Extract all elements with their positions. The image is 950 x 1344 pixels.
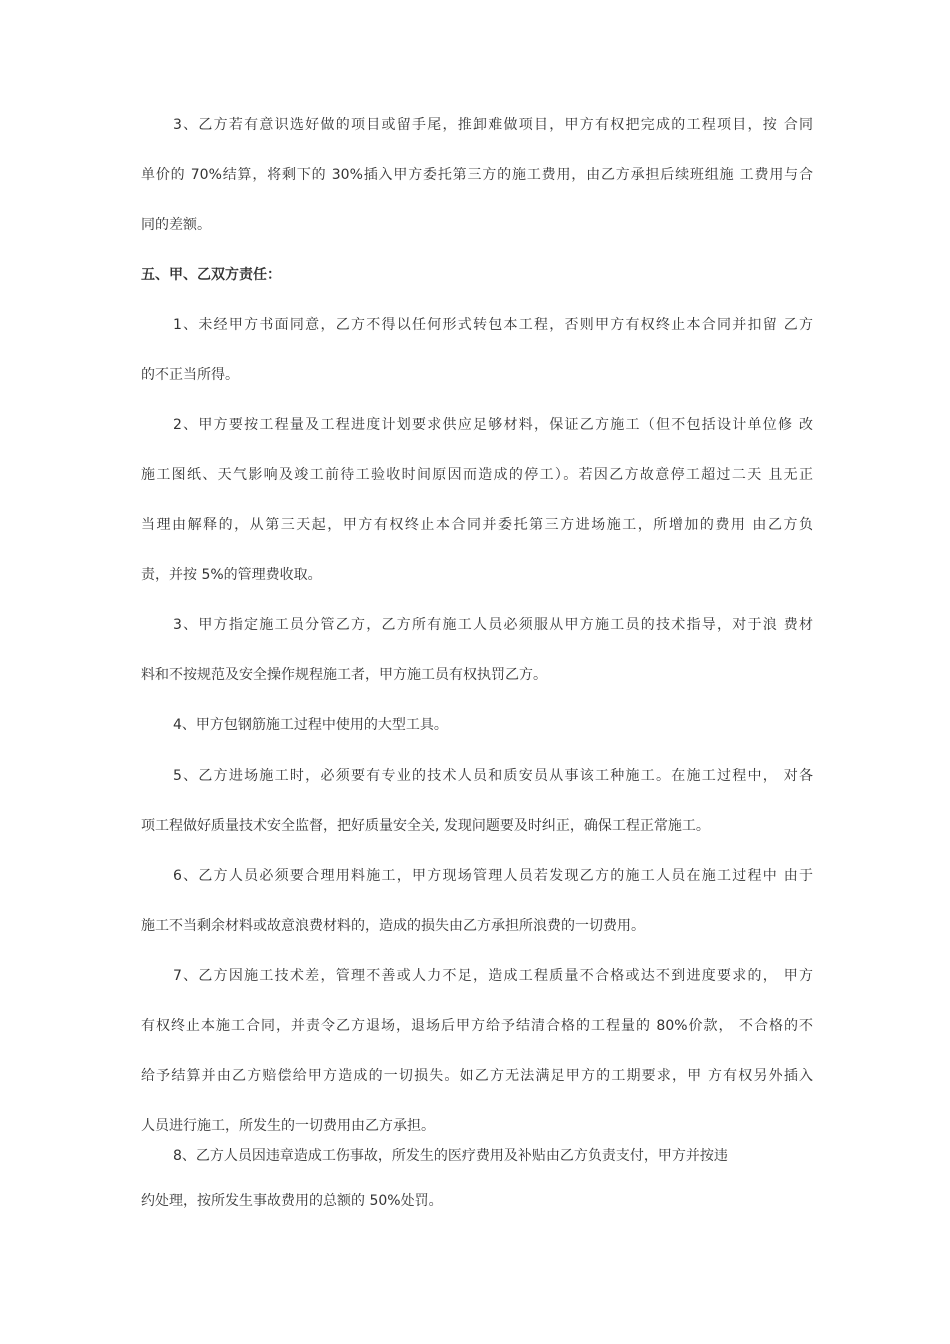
item-1-line-2: 的不正当所得。 <box>141 367 239 383</box>
item-4-line-1: 4、甲方包钢筋施工过程中使用的大型工具。 <box>173 717 448 733</box>
item-2-line-1: 2、甲方要按工程量及工程进度计划要求供应足够材料，保证乙方施工（但不包括设计单位修 改 <box>173 417 813 433</box>
item-6-line-2: 施工不当剩余材料或故意浪费材料的，造成的损失由乙方承担所浪费的一切费用。 <box>141 918 645 934</box>
item-2-line-2: 施工图纸、天气影响及竣工前待工验收时间原因而造成的停工）。若因乙方故意停工超过二天 且无正 <box>141 467 813 483</box>
item-2-line-3: 当理由解释的，从第三天起，甲方有权终止本合同并委托第三方进场施工，所增加的费用 由乙方负 <box>141 517 813 533</box>
item-3-line-1: 3、甲方指定施工员分管乙方，乙方所有施工人员必须服从甲方施工员的技术指导，对于浪 费材 <box>173 617 813 633</box>
item-7-line-4: 人员进行施工，所发生的一切费用由乙方承担。 <box>141 1118 435 1134</box>
clause-3-line-1: 3、乙方若有意识选好做的项目或留手尾，推卸难做项目，甲方有权把完成的工程项目，按 合同 <box>173 117 813 133</box>
item-8-line-2: 约处理，按所发生事故费用的总额的 50%处罚。 <box>141 1193 443 1209</box>
section-five-heading: 五、甲、乙双方责任： <box>141 267 281 283</box>
item-7-line-2: 有权终止本施工合同，并责令乙方退场，退场后甲方给予结清合格的工程量的 80%价款， 不合格的不 <box>141 1018 813 1034</box>
item-1-line-1: 1、未经甲方书面同意，乙方不得以任何形式转包本工程，否则甲方有权终止本合同并扣留 乙方 <box>173 317 813 333</box>
clause-3-line-3: 同的差额。 <box>141 217 211 233</box>
item-7-line-1: 7、乙方因施工技术差，管理不善或人力不足，造成工程质量不合格或达不到进度要求的， 甲方 <box>173 968 813 984</box>
item-2-line-4: 责，并按 5%的管理费收取。 <box>141 567 322 583</box>
item-3-line-2: 料和不按规范及安全操作规程施工者，甲方施工员有权执罚乙方。 <box>141 667 547 683</box>
item-5-line-1: 5、乙方进场施工时，必须要有专业的技术人员和质安员从事该工种施工。在施工过程中， 对各 <box>173 768 813 784</box>
item-5-line-2: 项工程做好质量技术安全监督，把好质量安全关, 发现问题要及时纠正，确保工程正常施工。 <box>141 818 710 834</box>
clause-3-line-2: 单价的 70%结算，将剩下的 30%插入甲方委托第三方的施工费用，由乙方承担后续班组施 工费用与合 <box>141 167 813 183</box>
item-8-line-1: 8、乙方人员因违章造成工伤事故，所发生的医疗费用及补贴由乙方负责支付，甲方并按违 <box>173 1148 728 1164</box>
item-6-line-1: 6、乙方人员必须要合理用料施工，甲方现场管理人员若发现乙方的施工人员在施工过程中 由于 <box>173 868 813 884</box>
item-7-line-3: 给予结算并由乙方赔偿给甲方造成的一切损失。如乙方无法满足甲方的工期要求，甲 方有权另外插入 <box>141 1068 813 1084</box>
